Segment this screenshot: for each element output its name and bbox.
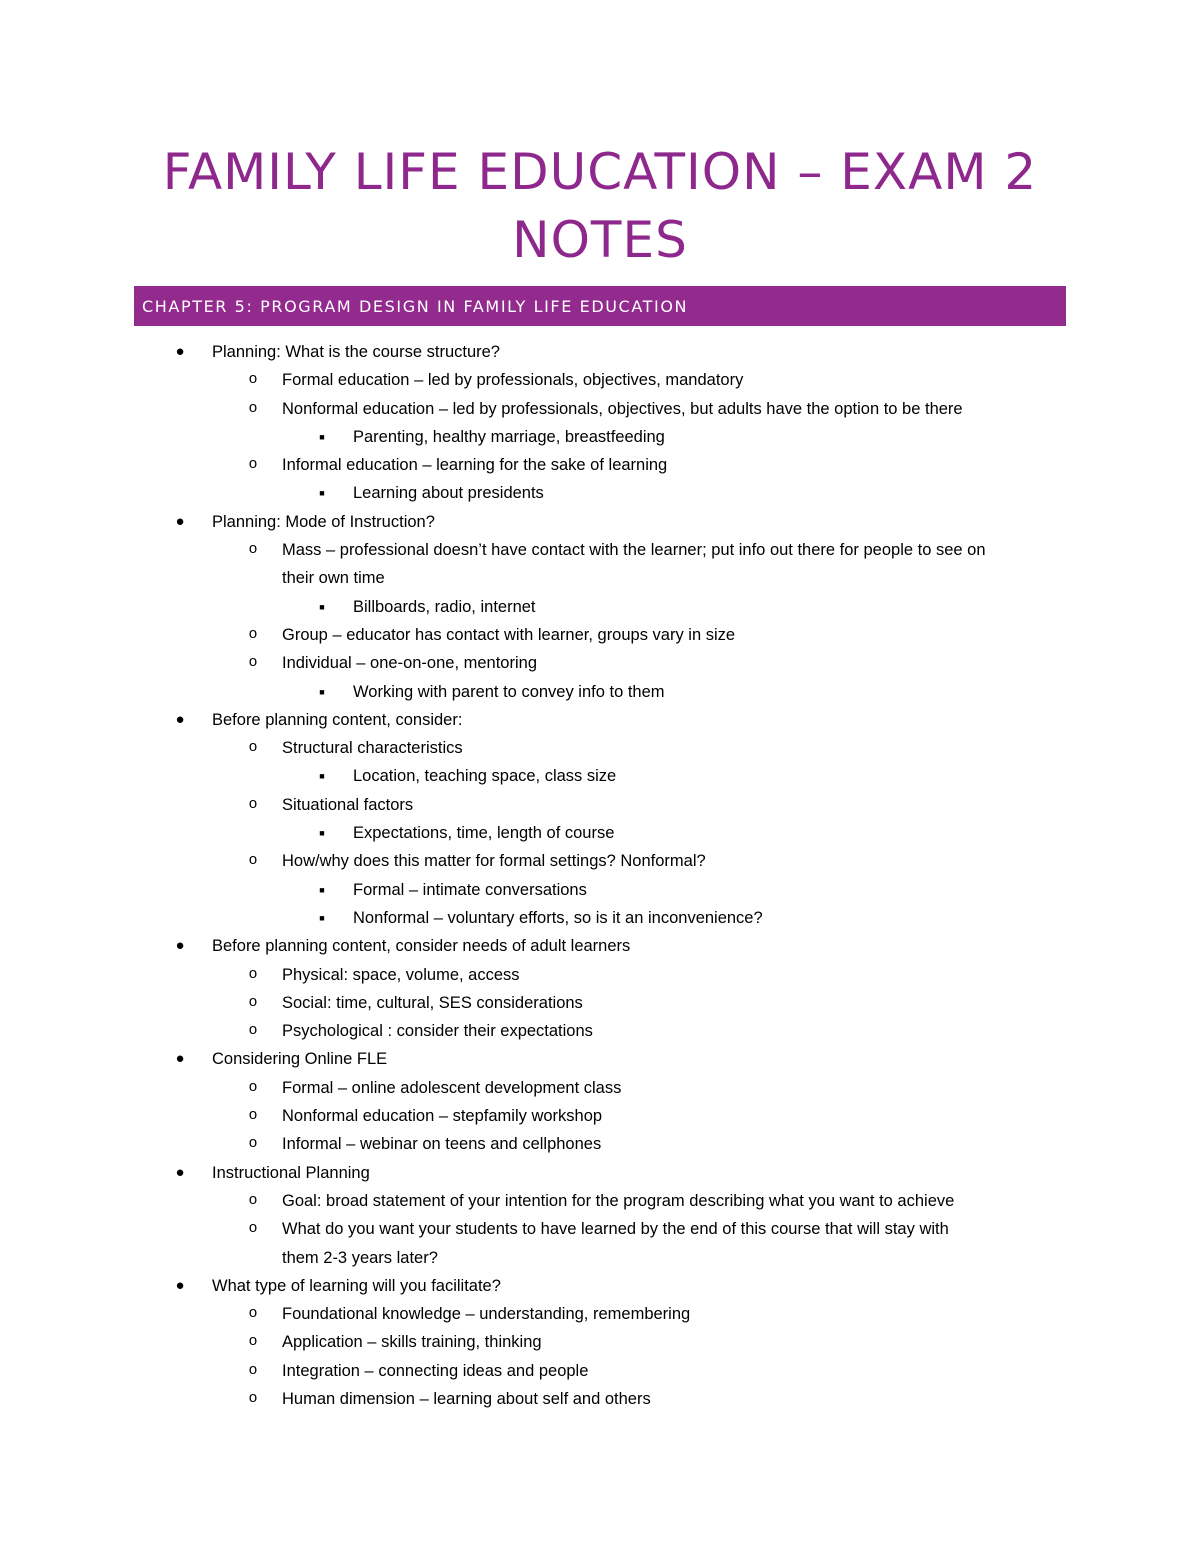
outline-item-text: Planning: What is the course structure? <box>212 343 500 361</box>
bullet-marker-level-2: o <box>248 1389 258 1407</box>
outline-item-text: Group – educator has contact with learner, groups vary in size <box>282 625 736 644</box>
outline-item-level-2 <box>0 649 1200 677</box>
bullet-marker-level-1: ● <box>175 512 185 530</box>
outline-item-text: Structural characteristics <box>282 739 463 758</box>
outline-item-text: Human dimension – learning about self and others <box>282 1389 651 1408</box>
outline-item-level-2 <box>0 1130 1200 1158</box>
bullet-marker-level-2: o <box>248 1305 258 1323</box>
outline-item-text: Expectations, time, length of course <box>353 824 615 843</box>
bullet-marker-level-1: ● <box>175 937 185 955</box>
bullet-marker-level-2: o <box>248 993 258 1011</box>
outline-item-text: their own time <box>282 569 385 588</box>
outline-item-text: Informal – webinar on teens and cellphones <box>282 1135 602 1154</box>
outline-item-level-2 <box>0 1187 1200 1215</box>
bullet-marker-level-2: o <box>248 1107 258 1125</box>
outline-item-level-2 <box>0 366 1200 394</box>
outline-item-text: Goal: broad statement of your intention for the program describing what you want to achieve <box>282 1191 955 1210</box>
bullet-marker-level-2: o <box>248 1135 258 1153</box>
outline-item-text: Formal – intimate conversations <box>353 880 587 899</box>
outline-item-text: Application – skills training, thinking <box>282 1333 542 1352</box>
outline-item-text: Individual – one-on-one, mentoring <box>282 654 538 673</box>
bullet-marker-level-3: ■ <box>319 686 325 697</box>
bullet-marker-level-2: o <box>248 1220 258 1238</box>
outline-item-text: Considering Online FLE <box>212 1050 388 1069</box>
outline-item-level-2 <box>0 1102 1200 1130</box>
page-title-line-2: NOTES <box>512 211 688 269</box>
outline-item-level-2 <box>0 1385 1200 1413</box>
outline-item-level-3 <box>0 876 1200 904</box>
outline-item-text: Physical: space, volume, access <box>282 965 520 984</box>
bullet-marker-level-1: ● <box>175 343 185 360</box>
outline-item-text: Foundational knowledge – understanding, remembering <box>282 1305 691 1324</box>
outline-item-text: Nonformal education – stepfamily workshop <box>282 1107 603 1126</box>
outline-item-text: Planning: Mode of Instruction? <box>212 512 435 531</box>
outline-item-text: Psychological : consider their expectations <box>282 1022 593 1041</box>
outline-item-level-3 <box>0 678 1200 706</box>
outline-item-level-2 <box>0 451 1200 479</box>
outline-item-text: Parenting, healthy marriage, breastfeeding <box>353 427 665 446</box>
outline-item-level-2 <box>0 1017 1200 1045</box>
outline-item-text: Billboards, radio, internet <box>353 597 536 616</box>
bullet-marker-level-1: ● <box>175 1163 185 1181</box>
outline-item-level-2 <box>0 621 1200 649</box>
bullet-marker-level-2: o <box>248 795 258 813</box>
bullet-marker-level-2: o <box>248 1191 258 1209</box>
outline-item-text: Formal education – led by professionals, objectives, mandatory <box>282 371 744 390</box>
outline-item-text: Informal education – learning for the sake of learning <box>282 456 668 475</box>
outline-item-level-2 <box>0 1215 1200 1243</box>
bullet-marker-level-2: o <box>248 852 258 870</box>
outline-item-text: Situational factors <box>282 795 414 814</box>
bullet-marker-level-2: o <box>248 371 258 389</box>
outline-item-level-1 <box>0 932 1200 960</box>
outline-item-level-2 <box>0 1357 1200 1385</box>
bullet-marker-level-3: ■ <box>319 884 325 895</box>
bullet-marker-level-2: o <box>248 965 258 983</box>
page-title-line-1: FAMILY LIFE EDUCATION – EXAM 2 <box>162 143 1038 201</box>
outline-item-level-3 <box>0 423 1200 451</box>
outline-item-text: Integration – connecting ideas and people <box>282 1361 589 1380</box>
bullet-marker-level-2: o <box>248 625 258 643</box>
outline-item-level-3 <box>0 904 1200 932</box>
bullet-marker-level-2: o <box>248 456 258 474</box>
outline-item-text: Formal – online adolescent development class <box>282 1078 622 1097</box>
outline-item-text: Social: time, cultural, SES considerations <box>282 993 583 1012</box>
bullet-marker-level-3: ■ <box>319 601 325 612</box>
outline-item-level-0 <box>0 1244 1200 1272</box>
outline-item-level-2 <box>0 989 1200 1017</box>
chapter-heading-bar <box>134 286 1066 326</box>
bullet-marker-level-1: ● <box>175 1050 185 1068</box>
bullet-marker-level-2: o <box>248 1361 258 1379</box>
outline-item-text: Learning about presidents <box>353 484 544 503</box>
chapter-heading: CHAPTER 5: PROGRAM DESIGN IN FAMILY LIFE EDUCATION <box>142 296 689 316</box>
bullet-marker-level-3: ■ <box>319 431 325 442</box>
outline-item-level-1 <box>0 338 1200 366</box>
outline-item-level-2 <box>0 1074 1200 1102</box>
outline-item-text: Nonformal education – led by professionals, objectives, but adults have the option to be there <box>282 399 963 418</box>
outline-item-level-3 <box>0 593 1200 621</box>
outline-item-text: Before planning content, consider: <box>212 710 463 729</box>
outline-item-level-1 <box>0 1159 1200 1187</box>
outline-item-level-1 <box>0 706 1200 734</box>
outline-item-level-3 <box>0 479 1200 507</box>
bullet-marker-level-2: o <box>248 739 258 757</box>
outline-item-level-2 <box>0 791 1200 819</box>
outline-item-level-2 <box>0 961 1200 989</box>
bullet-marker-level-2: o <box>248 541 258 559</box>
bullet-marker-level-2: o <box>248 654 258 672</box>
outline-item-text: Location, teaching space, class size <box>353 767 617 786</box>
outline-item-level-1 <box>0 1272 1200 1300</box>
outline-item-level-3 <box>0 819 1200 847</box>
bullet-marker-level-2: o <box>248 1022 258 1040</box>
outline-item-level-3 <box>0 762 1200 790</box>
outline-item-level-2 <box>0 395 1200 423</box>
outline-item-text: Nonformal – voluntary efforts, so is it an inconvenience? <box>353 908 763 927</box>
outline-item-level-2 <box>0 847 1200 875</box>
outline-item-level-2 <box>0 536 1200 564</box>
outline-item-text: them 2-3 years later? <box>282 1248 438 1267</box>
bullet-marker-level-2: o <box>248 1333 258 1351</box>
outline-item-text: Instructional Planning <box>212 1163 370 1182</box>
notes-outline <box>0 338 1200 1413</box>
outline-item-text: Before planning content, consider needs of adult learners <box>212 937 631 956</box>
outline-item-level-1 <box>0 508 1200 536</box>
bullet-marker-level-1: ● <box>175 1276 185 1294</box>
bullet-marker-level-3: ■ <box>319 912 325 923</box>
bullet-marker-level-3: ■ <box>319 828 325 839</box>
outline-item-level-0 <box>0 564 1200 592</box>
bullet-marker-level-2: o <box>248 399 258 417</box>
outline-item-text: What do you want your students to have learned by the end of this course that will stay with <box>282 1220 949 1239</box>
page-title <box>0 138 1200 274</box>
outline-item-text: How/why does this matter for formal settings? Nonformal? <box>282 852 706 871</box>
outline-item-level-2 <box>0 734 1200 762</box>
bullet-marker-level-1: ● <box>175 710 185 728</box>
bullet-marker-level-3: ■ <box>319 488 325 499</box>
bullet-marker-level-2: o <box>248 1078 258 1096</box>
outline-item-level-2 <box>0 1328 1200 1356</box>
outline-item-text: Mass – professional doesn’t have contact with the learner; put info out there for people to see on <box>282 541 986 560</box>
outline-item-text: What type of learning will you facilitate? <box>212 1276 501 1295</box>
outline-item-text: Working with parent to convey info to them <box>353 682 665 701</box>
bullet-marker-level-3: ■ <box>319 771 325 782</box>
outline-item-level-1 <box>0 1045 1200 1073</box>
outline-item-level-2 <box>0 1300 1200 1328</box>
